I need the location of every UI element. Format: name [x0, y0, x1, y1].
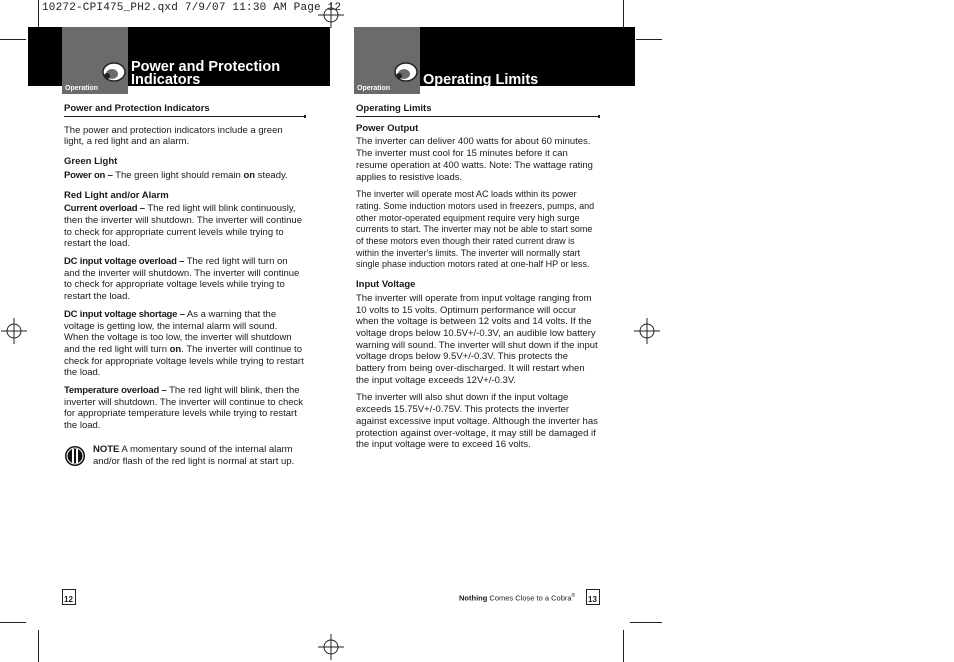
- input-voltage-heading: Input Voltage: [356, 279, 416, 291]
- note-label: NOTE: [93, 443, 120, 455]
- right-column: [356, 103, 598, 457]
- dc-shortage-text-end: . The inverter will continue to check for appropriate voltage levels while trying to restart the load.: [64, 343, 304, 379]
- temperature-overload-lead: Temperature overload –: [64, 385, 167, 397]
- power-on-text-end: steady.: [255, 169, 288, 181]
- registration-mark-icon: [634, 318, 660, 344]
- power-on-text: The green light should remain: [112, 169, 244, 181]
- crop-mark: [38, 0, 39, 27]
- power-on-lead: Power on –: [64, 169, 113, 181]
- registration-mark-icon: [318, 2, 344, 28]
- crop-mark: [0, 622, 26, 623]
- current-overload-paragraph: [64, 203, 304, 250]
- power-on-bold: on: [243, 169, 256, 181]
- current-overload-lead: Current overload –: [64, 203, 145, 215]
- footer-tagline-reg: ®: [571, 593, 576, 599]
- dc-shortage-bold: on: [169, 343, 182, 355]
- input-voltage-paragraph-2: The inverter will also shut down if the input voltage exceeds 15.75V+/-0.75V. This protects the inverter against excessive input voltage. Although the inverter has protection against over-voltage, it may still be damaged if the input voltage were to exceed 16 volts.: [356, 392, 598, 451]
- section-tab-label: Operation: [357, 85, 391, 92]
- note-text: A momentary sound of the internal alarm and/or flash of the red light is normal at start up.: [93, 443, 295, 467]
- left-page-number: [62, 589, 76, 605]
- input-voltage-paragraph-1: The inverter will operate from input voltage ranging from 10 volts to 15 volts. Optimum performance will occur when the voltage is between 12 volts and 14 volts. If the voltage drops below 10.5V+/-0.3V, an audible low battery warning will sound. The inverter will shut down if the input voltage drops below 9.5V+/-0.3V. This protects the battery from being over-discharged. It will restart when the input voltage exceeds 12V+/-0.3V.: [356, 292, 598, 386]
- dc-overload-text: The red light will turn on and the inverter will shutdown. The inverter will continue to check for appropriate voltage levels while trying to restart the load.: [64, 256, 300, 303]
- left-column: [64, 103, 304, 467]
- dc-shortage-lead: DC input voltage shortage –: [64, 308, 185, 320]
- dc-shortage-paragraph: [64, 309, 304, 379]
- power-on-paragraph: [64, 170, 304, 182]
- headset-icon: [392, 61, 418, 83]
- crop-mark: [623, 0, 624, 27]
- left-section-tab: [62, 27, 128, 94]
- registration-mark-icon: [318, 634, 344, 660]
- temperature-overload-paragraph: [64, 385, 304, 432]
- right-page-title: Operating Limits: [423, 72, 539, 88]
- red-light-heading: Red Light and/or Alarm: [64, 189, 169, 201]
- right-page-number-text: 13: [588, 595, 597, 604]
- footer-tagline-text: Comes Close to a Cobra: [487, 593, 572, 603]
- dc-shortage-text: As a warning that the voltage is getting low, the internal alarm will sound. When the voltage is too low, the inverter will shutdown and the red light will turn: [64, 308, 292, 355]
- note-block: [64, 444, 304, 467]
- footer-tagline: [459, 593, 575, 603]
- right-section-tab: [354, 27, 420, 94]
- file-slug: 10272-CPI475_PH2.qxd 7/9/07 11:30 AM Page 12: [42, 2, 342, 14]
- temperature-overload-text: The red light will blink, then the inverter will shutdown. The inverter will continue to check for appropriate temperature levels while trying to restart the load.: [64, 385, 304, 432]
- crop-mark: [0, 39, 26, 40]
- power-output-paragraph-2: The inverter will operate most AC loads within its power rating. Some induction motors used in freezers, pumps, and other motor-operated equipment require very high surge currents to start. The inverter may not be able to start some of these motors even though their rated current draw is within the inverter's limits. The inverter will normally start single phase induction motors rated at one-half HP or less.: [356, 189, 595, 270]
- section-tab-label: Operation: [65, 85, 99, 92]
- crop-mark: [630, 622, 662, 623]
- left-page-title: Power and Protection Indicators: [131, 59, 281, 88]
- headset-icon: [100, 61, 126, 83]
- dc-overload-lead: DC input voltage overload –: [64, 256, 185, 268]
- intro-paragraph: The power and protection indicators include a green light, a red light and an alarm.: [64, 124, 283, 148]
- note-icon: [64, 445, 86, 467]
- section-heading: Operating Limits: [356, 103, 598, 117]
- green-light-heading: Green Light: [64, 156, 118, 168]
- power-output-heading: Power Output: [356, 122, 419, 134]
- power-output-paragraph-1: The inverter can deliver 400 watts for about 60 minutes. The inverter must cool for 15 minutes before it can resume operation at 400 watts. Note: The wattage rating applies to resistive loads.: [356, 136, 593, 183]
- current-overload-text: The red light will blink continuously, then the inverter will shutdown. The inverter will continue to check for appropriate current levels while trying to restart the load.: [64, 203, 302, 250]
- right-page-number: [586, 589, 600, 605]
- left-page-number-text: 12: [64, 595, 73, 604]
- footer-tagline-bold: Nothing: [459, 593, 488, 603]
- dc-overload-paragraph: [64, 256, 304, 303]
- registration-mark-icon: [1, 318, 27, 344]
- crop-mark: [636, 39, 662, 40]
- section-heading: Power and Protection Indicators: [64, 103, 304, 117]
- crop-mark: [38, 630, 39, 662]
- crop-mark: [623, 630, 624, 662]
